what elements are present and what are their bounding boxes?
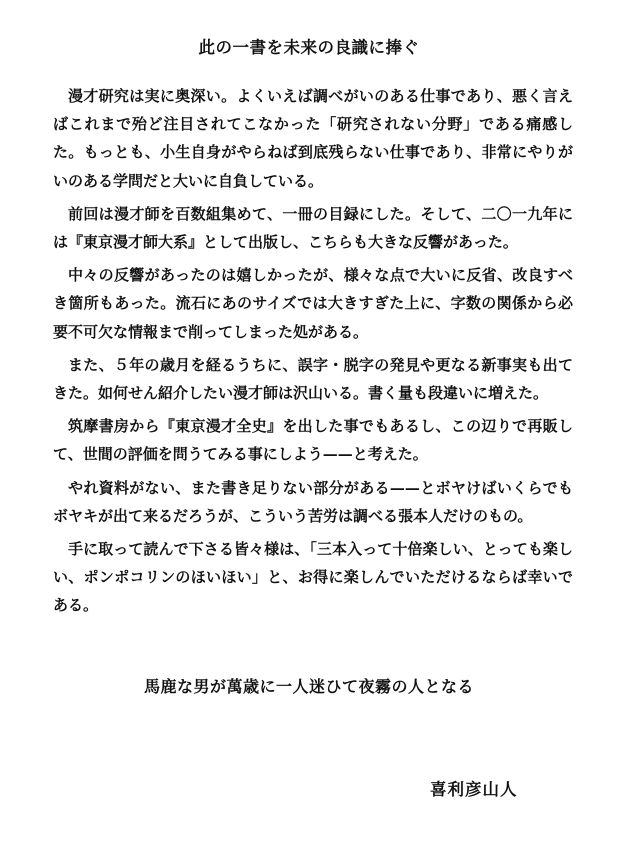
paragraph-3: 中々の反響があったのは嬉しかったが、様々な点で大いに反省、改良すべき箇所もあった。流石にあのサイズでは大きすぎた上に、字数の関係から必要不可欠な情報まで削ってしまった処がある。 [53,266,573,341]
paragraph-7: 手に取って読んで下さる皆々様は、「三本入って十倍楽しい、とっても楽しい、ポンポコリンのほいほい」と、お得に楽しんでいただけるならば幸いである。 [53,540,573,615]
paragraph-4: また、５年の歳月を経るうちに、誤字・脱字の発見や更なる新事実も出てきた。如何せん紹介したい漫才師は沢山いる。書く量も段違いに増えた。 [53,355,573,403]
paragraph-2: 前回は漫才師を百数組集めて、一冊の目録にした。そして、二〇一九年には『東京漫才師大系』として出版し、こちらも大きな反響があった。 [53,204,573,252]
page-title: 此の一書を未来の良識に捧ぐ [198,38,420,57]
closing-verse: 馬鹿な男が萬歳に一人迷ひて夜霧の人となる [143,677,474,696]
paragraph-6: やれ資料がない、また書き足りない部分がある——とボヤけばいくらでもボヤキが出て来るだろうが、こういう苦労は調べる張本人だけのもの。 [53,478,573,525]
body-text [53,82,573,625]
paragraph-1: 漫才研究は実に奥深い。よくいえば調べがいのある仕事であり、悪く言えばこれまで殆ど注目されてこなかった「研究されない分野」である痛感した。もっとも、小生自身がやらねば到底残らない仕事であり、非常にやりがいのある学問だと大いに自負している。 [53,87,573,190]
author-signature: 喜利彦山人 [430,780,518,799]
paragraph-5: 筑摩書房から『東京漫才全史』を出した事でもあるし、この辺りで再販して、世間の評価を問うてみる事にしよう——と考えた。 [53,417,573,464]
